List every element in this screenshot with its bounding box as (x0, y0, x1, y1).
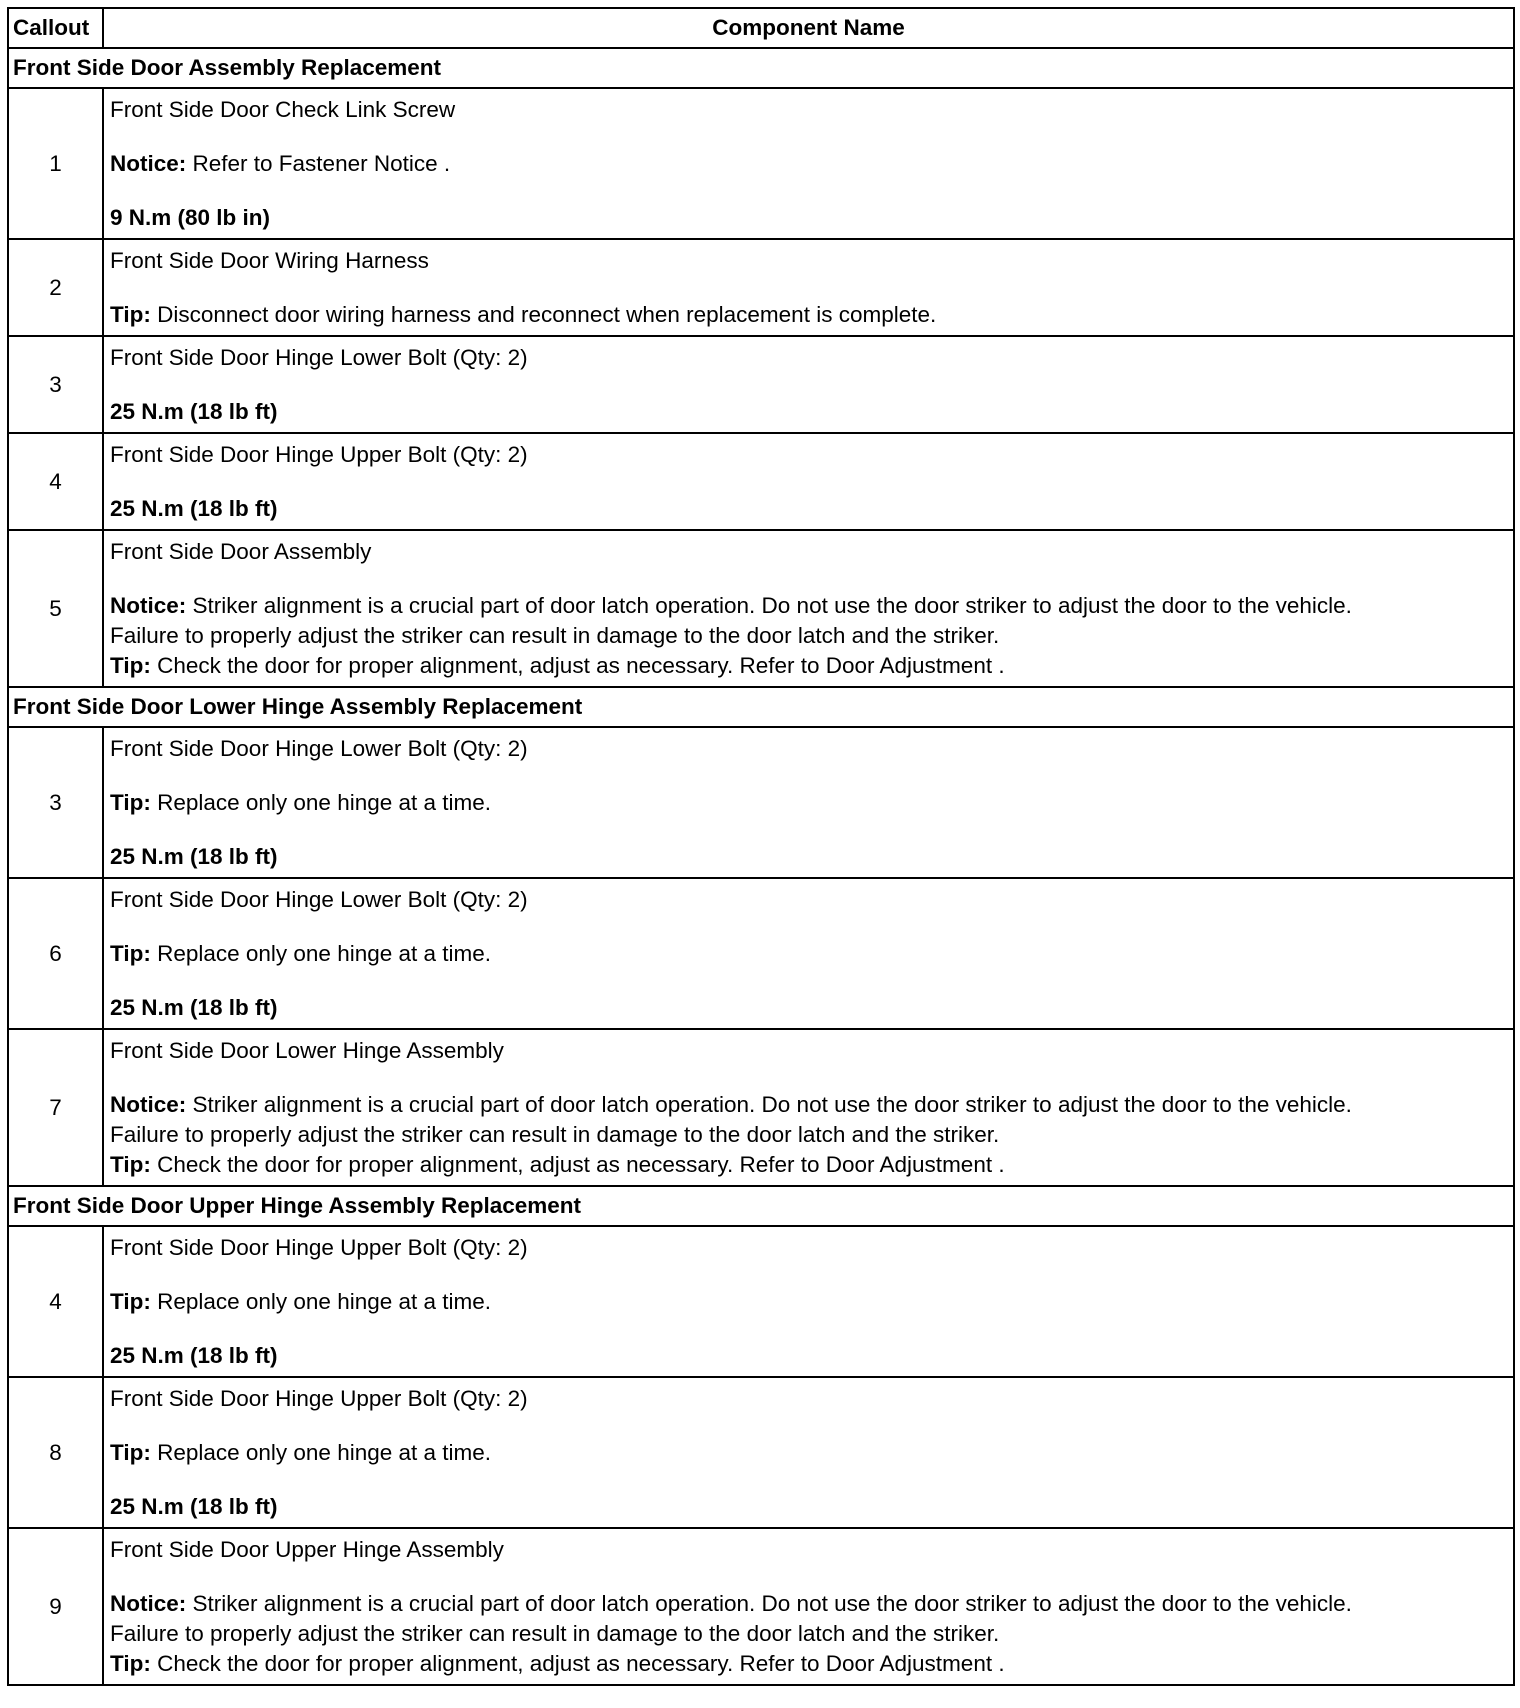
plain-text: Front Side Door Upper Hinge Assembly (110, 1537, 504, 1562)
callout-number: 7 (8, 1029, 103, 1186)
header-row (8, 8, 1514, 48)
bold-text: Tip: (110, 302, 151, 327)
callout-number: 1 (8, 88, 103, 239)
bold-text: Notice: (110, 593, 187, 618)
description-line (110, 1036, 1507, 1066)
plain-text: Check the door for proper alignment, adjust as necessary. Refer to Door Adjustment . (150, 1152, 1005, 1177)
description-line (110, 1287, 1507, 1317)
plain-text: Failure to properly adjust the striker can result in damage to the door latch and the striker. (110, 1122, 1000, 1147)
description-line (110, 1384, 1507, 1414)
bold-text: Notice: (110, 151, 187, 176)
bold-text: Tip: (110, 790, 151, 815)
plain-text: Refer to Fastener Notice . (186, 151, 451, 176)
plain-text: Front Side Door Hinge Lower Bolt (Qty: 2) (110, 345, 528, 370)
callout-number: 6 (8, 878, 103, 1029)
description-line (110, 203, 1507, 233)
header-callout: Callout (8, 8, 103, 48)
bold-text: Tip: (110, 1651, 151, 1676)
plain-text: Replace only one hinge at a time. (150, 941, 492, 966)
section-title: Front Side Door Assembly Replacement (8, 48, 1514, 88)
section-header-row (8, 1186, 1514, 1226)
description-line (110, 246, 1507, 276)
description-line (110, 1589, 1507, 1619)
description-line (110, 537, 1507, 567)
table-row (8, 239, 1514, 336)
description-line (110, 788, 1507, 818)
section-title: Front Side Door Lower Hinge Assembly Replacement (8, 687, 1514, 727)
description-line (110, 149, 1507, 179)
component-description (103, 433, 1514, 530)
bold-text: Notice: (110, 1092, 187, 1117)
component-description (103, 1029, 1514, 1186)
callout-number: 3 (8, 727, 103, 878)
table-row (8, 1226, 1514, 1377)
plain-text: Disconnect door wiring harness and reconnect when replacement is complete. (150, 302, 937, 327)
description-line (110, 494, 1507, 524)
description-line (110, 651, 1507, 681)
description-line (110, 95, 1507, 125)
callout-number: 5 (8, 530, 103, 687)
component-description (103, 239, 1514, 336)
description-line (110, 1438, 1507, 1468)
callout-number: 3 (8, 336, 103, 433)
description-line (110, 343, 1507, 373)
description-line (110, 1649, 1507, 1679)
table-row (8, 88, 1514, 239)
table-row (8, 433, 1514, 530)
plain-text: Replace only one hinge at a time. (150, 1440, 492, 1465)
component-description (103, 1377, 1514, 1528)
description-line (110, 939, 1507, 969)
component-table-document (7, 7, 1513, 1686)
description-line (110, 1233, 1507, 1263)
plain-text: Front Side Door Hinge Upper Bolt (Qty: 2) (110, 1235, 528, 1260)
bold-text: 25 N.m (18 lb ft) (110, 1343, 278, 1368)
table-row (8, 1377, 1514, 1528)
plain-text: Replace only one hinge at a time. (150, 1289, 492, 1314)
description-line (110, 842, 1507, 872)
table-row (8, 727, 1514, 878)
section-header-row (8, 687, 1514, 727)
plain-text: Front Side Door Lower Hinge Assembly (110, 1038, 504, 1063)
plain-text: Front Side Door Hinge Upper Bolt (Qty: 2) (110, 442, 528, 467)
plain-text: Front Side Door Hinge Lower Bolt (Qty: 2) (110, 887, 528, 912)
callout-number: 4 (8, 1226, 103, 1377)
callout-number: 9 (8, 1528, 103, 1685)
bold-text: Tip: (110, 1152, 151, 1177)
description-line (110, 1120, 1507, 1150)
bold-text: Tip: (110, 1289, 151, 1314)
description-line (110, 1090, 1507, 1120)
callout-number: 4 (8, 433, 103, 530)
header-component-name: Component Name (103, 8, 1514, 48)
bold-text: 9 N.m (80 lb in) (110, 205, 271, 230)
plain-text: Check the door for proper alignment, adjust as necessary. Refer to Door Adjustment . (150, 653, 1005, 678)
bold-text: 25 N.m (18 lb ft) (110, 399, 278, 424)
component-description (103, 336, 1514, 433)
component-table (7, 7, 1515, 1686)
callout-number: 2 (8, 239, 103, 336)
component-description (103, 88, 1514, 239)
plain-text: Front Side Door Hinge Upper Bolt (Qty: 2) (110, 1386, 528, 1411)
table-row (8, 1029, 1514, 1186)
bold-text: 25 N.m (18 lb ft) (110, 995, 278, 1020)
description-line (110, 621, 1507, 651)
table-row (8, 530, 1514, 687)
bold-text: Tip: (110, 1440, 151, 1465)
component-description (103, 878, 1514, 1029)
bold-text: Tip: (110, 941, 151, 966)
table-row (8, 1528, 1514, 1685)
description-line (110, 1535, 1507, 1565)
component-description (103, 530, 1514, 687)
component-description (103, 1226, 1514, 1377)
table-row (8, 878, 1514, 1029)
description-line (110, 993, 1507, 1023)
description-line (110, 397, 1507, 427)
plain-text: Check the door for proper alignment, adjust as necessary. Refer to Door Adjustment . (150, 1651, 1005, 1676)
plain-text: Front Side Door Hinge Lower Bolt (Qty: 2) (110, 736, 528, 761)
bold-text: Tip: (110, 653, 151, 678)
plain-text: Failure to properly adjust the striker can result in damage to the door latch and the striker. (110, 1621, 1000, 1646)
plain-text: Striker alignment is a crucial part of door latch operation. Do not use the door striker to adjust the door to the vehicle. (186, 593, 1352, 618)
callout-number: 8 (8, 1377, 103, 1528)
bold-text: 25 N.m (18 lb ft) (110, 1494, 278, 1519)
plain-text: Front Side Door Check Link Screw (110, 97, 456, 122)
description-line (110, 734, 1507, 764)
component-description (103, 1528, 1514, 1685)
bold-text: 25 N.m (18 lb ft) (110, 844, 278, 869)
description-line (110, 1150, 1507, 1180)
section-header-row (8, 48, 1514, 88)
plain-text: Replace only one hinge at a time. (150, 790, 492, 815)
description-line (110, 1619, 1507, 1649)
description-line (110, 591, 1507, 621)
bold-text: Notice: (110, 1591, 187, 1616)
component-description (103, 727, 1514, 878)
description-line (110, 885, 1507, 915)
plain-text: Front Side Door Assembly (110, 539, 372, 564)
description-line (110, 300, 1507, 330)
plain-text: Failure to properly adjust the striker can result in damage to the door latch and the striker. (110, 623, 1000, 648)
description-line (110, 1492, 1507, 1522)
description-line (110, 1341, 1507, 1371)
table-row (8, 336, 1514, 433)
description-line (110, 440, 1507, 470)
bold-text: 25 N.m (18 lb ft) (110, 496, 278, 521)
table-body (8, 48, 1514, 1685)
section-title: Front Side Door Upper Hinge Assembly Replacement (8, 1186, 1514, 1226)
plain-text: Striker alignment is a crucial part of door latch operation. Do not use the door striker to adjust the door to the vehicle. (186, 1092, 1352, 1117)
plain-text: Front Side Door Wiring Harness (110, 248, 429, 273)
plain-text: Striker alignment is a crucial part of door latch operation. Do not use the door striker to adjust the door to the vehicle. (186, 1591, 1352, 1616)
